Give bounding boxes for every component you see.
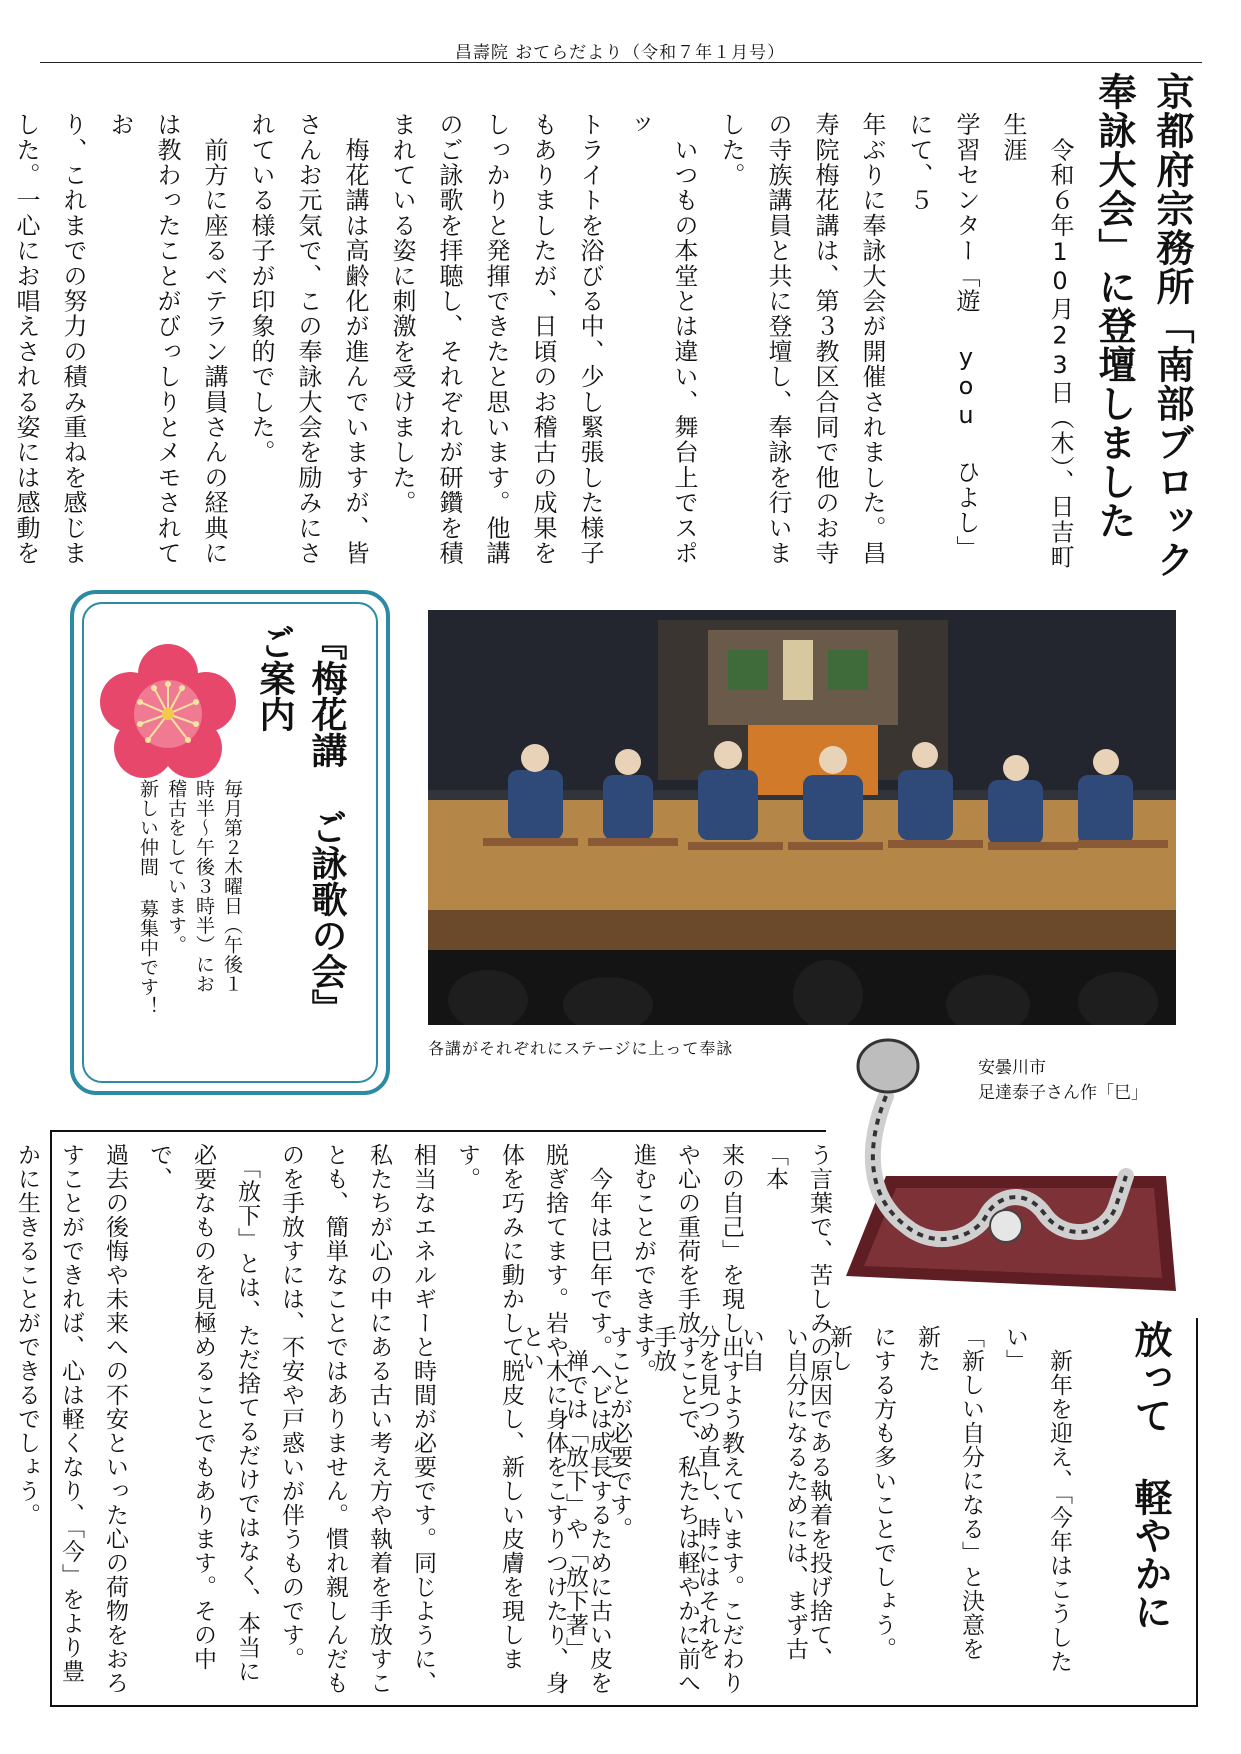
article2-body-lower: う言葉で、苦しみの原因である執着を投げ捨て、「本 来の自己」を現し出すよう教えています。こだわり や心の重荷を手放すことで、私たちは軽やかに前へ 進むことができます。 今年は巳年です。ヘビは成長するために古い皮を 脱ぎ捨てます。岩や木に身体をこすりつけたり、身 体を巧みに動かして脱皮し、新しい皮膚を現します。 相当なエネルギーと時間が必要です。同じように、 私たちが心の中にある古い考え方や執着を手放すこ とも、簡単なことではありません。慣れ親しんだも のを手放すには、不安や戸惑いが伴うものです。 「放下」とは、ただ捨てるだけではなく、本当に 必要なものを見極めることでもあります。その中で、 過去の後悔や未来への不安といった心の荷物をおろ すことができれば、心は軽くなり、「今」をより豊 かに生きることができるでしょう。 — [14, 1143, 832, 1695]
snake-caption: 安曇川市 足達泰子さん作「巳」 — [978, 1058, 1148, 1103]
article2-title: 放って 軽やかに — [1128, 1320, 1172, 1630]
info-box-body: 毎月第２木曜日（午後１ 時半～午後３時半）にお 稽古をしています。 新しい仲間 募集中です！ — [137, 779, 243, 1016]
info-box-title: 『梅花講 ご詠歌の会』 ご案内 — [254, 624, 347, 1025]
stage-photo-illustration — [428, 610, 1176, 1025]
article1-body: 令和６年10月23日（木）、日吉町生涯 学習センター「遊 you ひよし」にて、５ 年ぶりに奉詠大会が開催されました。昌 寿院梅花講は、第３教区合同で他のお寺 の寺族講員と共に登壇し、奉詠を行いま した。 いつもの本堂とは違い、舞台上でスポッ トライトを浴びる中、少し緊張した様子 もありましたが、日頃のお稽古の成果を しっかりと発揮できたと思います。他講 のご詠歌を拝聴し、それぞれが研鑽を積 まれている姿に刺激を受けました。 梅花講は高齢化が進んでいますが、皆 さんお元気で、この奉詠大会を励みにさ れている様子が印象的でした。 前方に座るベテラン講員さんの経典に は教わったことがびっしりとメモされてお り、これまでの努力の積み重ねを感じま した。一心にお唱えされる姿には感動を — [12, 112, 1074, 570]
photo-caption: 各講がそれぞれにステージに上って奉詠 — [428, 1039, 734, 1058]
info-box — [70, 590, 390, 1095]
article1-title: 京都府宗務所「南部ブロック 奉詠大会」に登壇しました — [1092, 72, 1194, 579]
article2-body-upper: 新年を迎え、「今年はこうしたい」 「新しい自分になる」と決意を新た にする方も多いことでしょう。新し い自分になるためには、まず古い自 分を見つめ直し、時にはそれを手放 すことが必要です。 禅では「放下」や「放下著」とい — [518, 1325, 1072, 1674]
plum-blossom-icon — [98, 644, 238, 784]
stage-photo — [428, 610, 1176, 1025]
header-divider — [40, 62, 1202, 63]
newsletter-header: 昌壽院 おてらだより（令和７年１月号） — [454, 43, 786, 63]
